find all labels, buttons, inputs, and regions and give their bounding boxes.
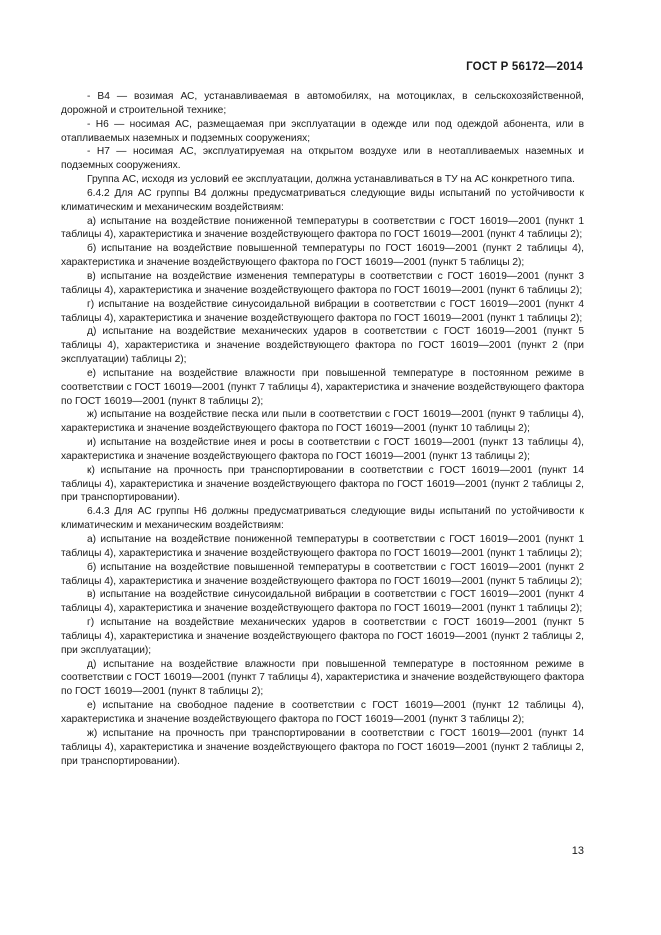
list-item: б) испытание на воздействие повышенной температуры по ГОСТ 16019—2001 (пункт 2 таблицы 4), характеристика и значение воздействующего фактора по ГОСТ 16019—2001 (пункт 5 таблицы 2); — [61, 243, 584, 269]
list-item: б) испытание на воздействие повышенной температуры в соответствии с ГОСТ 16019—2001 (пункт 2 таблицы 4), характеристика и значение воздействующего фактора по ГОСТ 16019—2001 (пункт 5 таблицы 2); — [61, 561, 584, 587]
paragraph: - В4 — возимая АС, устанавливаемая в автомобилях, на мотоциклах, в сельскохозяйственной, дорожной и строительной технике; — [61, 91, 584, 116]
document-code-header: ГОСТ Р 56172—2014 — [466, 61, 583, 73]
list-item: ж) испытание на прочность при транспортировании в соответствии с ГОСТ 16019—2001 (пункт 14 таблицы 4), характеристика и значение воздействующего фактора по ГОСТ 16019—2001 (пункт 2 таблицы 2, при транспортировании). — [61, 727, 584, 767]
list-item: а) испытание на воздействие пониженной температуры в соответствии с ГОСТ 16019—2001 (пункт 1 таблицы 4), характеристика и значение воздействующего фактора по ГОСТ 16019—2001 (пункт 4 таблицы 2); — [61, 215, 584, 241]
list-item: в) испытание на воздействие изменения температуры в соответствии с ГОСТ 16019—2001 (пункт 3 таблицы 4), характеристика и значение воздействующего фактора по ГОСТ 16019—2001 (пункт 6 таблицы 2); — [61, 270, 584, 296]
list-item: е) испытание на воздействие влажности при повышенной температуре в постоянном режиме в соответствии с ГОСТ 16019—2001 (пункт 7 таблицы 4), характеристика и значение воздействующего фактора по ГОСТ 16019—2001 (пункт 8 таблицы 2); — [61, 367, 584, 407]
page-number: 13 — [571, 845, 584, 857]
list-item: г) испытание на воздействие механических ударов в соответствии с ГОСТ 16019—2001 (пункт 5 таблицы 4), характеристика и значение воздействующего фактора по ГОСТ 16019—2001 (пункт 2 таблицы 2, при эксплуатации); — [61, 617, 584, 656]
list-item: к) испытание на прочность при транспортировании в соответствии с ГОСТ 16019—2001 (пункт 14 таблицы 4), характеристика и значение воздействующего фактора по ГОСТ 16019—2001 (пункт 2 таблицы 2, при транспортировании). — [61, 464, 584, 504]
list-item: и) испытание на воздействие инея и росы в соответствии с ГОСТ 16019—2001 (пункт 13 таблицы 4), характеристика и значение воздействующего фактора по ГОСТ 16019—2001 (пункт 13 таблицы 2); — [61, 437, 584, 462]
list-item: в) испытание на воздействие синусоидальной вибрации в соответствии с ГОСТ 16019—2001 (пункт 4 таблицы 4), характеристика и значение воздействующего фактора по ГОСТ 16019—2001 (пункт 1 таблицы 2); — [61, 589, 584, 615]
list-item: д) испытание на воздействие влажности при повышенной температуре в постоянном режиме в соответствии с ГОСТ 16019—2001 (пункт 7 таблицы 4), характеристика и значение воздействующего фактора по ГОСТ 16019—2001 (пункт 8 таблицы 2); — [61, 658, 584, 698]
section-6-4-2-intro: 6.4.2 Для АС группы В4 должны предусматриваться следующие виды испытаний по устойчивости к климатическим и механическим воздействиям: — [61, 187, 584, 213]
list-item: а) испытание на воздействие пониженной температуры в соответствии с ГОСТ 16019—2001 (пункт 1 таблицы 4), характеристика и значение воздействующего фактора по ГОСТ 16019—2001 (пункт 1 таблицы 2); — [61, 534, 584, 559]
list-item: ж) испытание на воздействие песка или пыли в соответствии с ГОСТ 16019—2001 (пункт 9 таблицы 4), характеристика и значение воздействующего фактора по ГОСТ 16019—2001 (пункт 10 таблицы 2); — [61, 409, 584, 435]
body-text — [61, 90, 584, 768]
section-6-4-3-intro: 6.4.3 Для АС группы Н6 должны предусматриваться следующие виды испытаний по устойчивости к климатическим и механическим воздействиям: — [61, 506, 584, 532]
paragraph: Группа АС, исходя из условий ее эксплуатации, должна устанавливаться в ТУ на АС конкретного типа. — [87, 174, 575, 186]
list-item: е) испытание на свободное падение в соответствии с ГОСТ 16019—2001 (пункт 12 таблицы 4), характеристика и значение воздействующего фактора по ГОСТ 16019—2001 (пункт 3 таблицы 2); — [61, 700, 584, 725]
list-item: г) испытание на воздействие синусоидальной вибрации в соответствии с ГОСТ 16019—2001 (пункт 4 таблицы 4), характеристика и значение воздействующего фактора по ГОСТ 16019—2001 (пункт 1 таблицы 2); — [61, 298, 584, 324]
paragraph: - Н6 — носимая АС, размещаемая при эксплуатации в одежде или под одеждой абонента, или в отапливаемых наземных и подземных сооружениях; — [61, 118, 584, 144]
paragraph: - Н7 — носимая АС, эксплуатируемая на открытом воздухе или в неотапливаемых наземных и подземных сооружениях. — [61, 146, 584, 172]
list-item: д) испытание на воздействие механических ударов в соответствии с ГОСТ 16019—2001 (пункт 5 таблицы 4), характеристика и значение воздействующего фактора по ГОСТ 16019—2001 (пункт 2 (при эксплуатации) таблицы 2); — [61, 326, 584, 366]
